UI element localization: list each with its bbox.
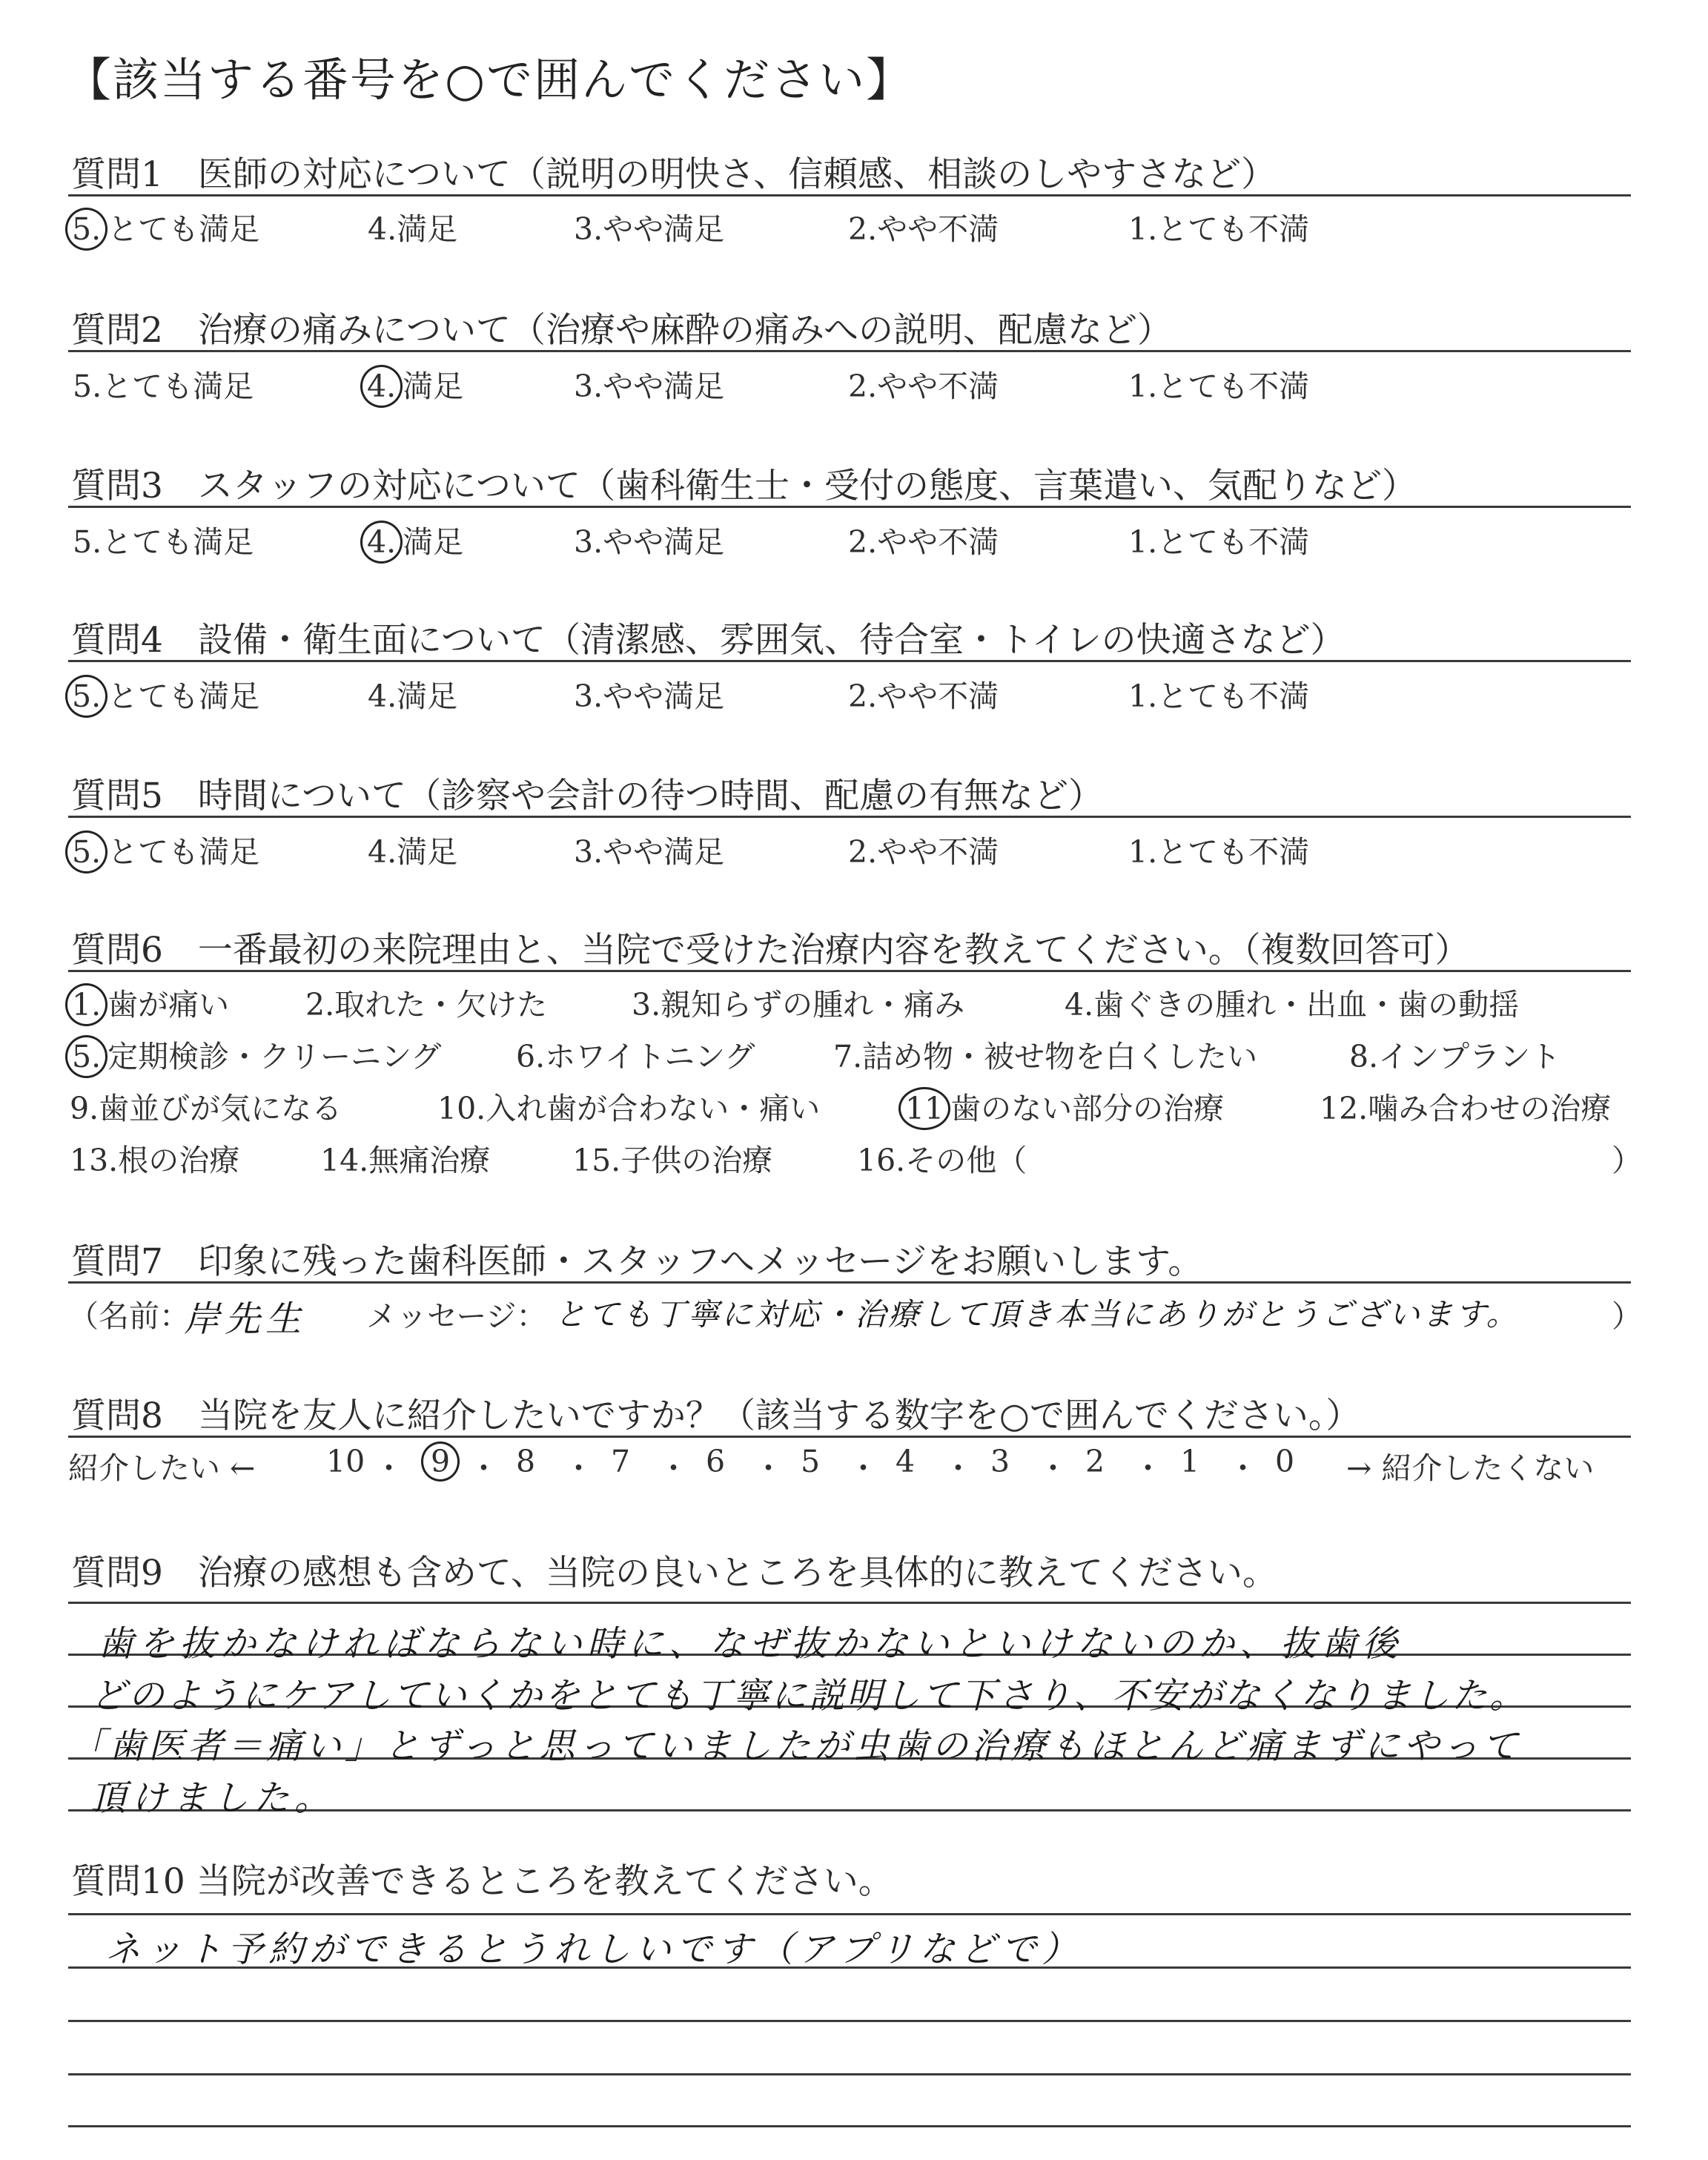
q4-option-label: やや満足	[603, 678, 725, 714]
q2-option-label: やや満足	[603, 369, 725, 404]
q8-separator: ・	[753, 1450, 784, 1486]
q6-option-4[interactable]	[1065, 980, 1519, 1024]
q2-option-number: 3.	[574, 369, 603, 404]
q1-option-4[interactable]	[848, 205, 999, 248]
q4-option-1[interactable]	[73, 672, 259, 718]
q5-rule	[68, 816, 1631, 818]
q8-scale-value: 8	[516, 1444, 536, 1479]
q6-option-number: 9.	[70, 1091, 99, 1126]
q8-scale-value: 10	[326, 1444, 365, 1479]
q4-title: 質問4 設備・衛生面について（清潔感、雰囲気、待合室・トイレの快適さなど）	[71, 620, 1345, 661]
q10-rule-5	[68, 2125, 1631, 2127]
q8-separator: ・	[1133, 1450, 1163, 1486]
q8-scale-7[interactable]	[611, 1444, 630, 1479]
q6-option-number: 3.	[632, 987, 661, 1023]
q4-option-number: 2.	[848, 678, 878, 714]
q5-option-4[interactable]	[848, 828, 999, 871]
q6-option-label: ホワイトニング	[545, 1039, 755, 1074]
q6-option-label: 取れた・欠けた	[334, 987, 548, 1023]
q3-option-label: やや満足	[603, 524, 725, 560]
q4-option-4[interactable]	[848, 672, 999, 716]
q4-option-number: 1.	[1128, 678, 1158, 714]
q8-separator: ・	[848, 1450, 878, 1486]
q9-answer-line-1: 歯を抜かなければならない時に、なぜ抜かないといけないのか、抜歯後	[98, 1623, 1403, 1665]
q2-option-2[interactable]	[368, 362, 463, 408]
q6-option-6[interactable]	[516, 1032, 755, 1076]
q8-scale-value: 0	[1275, 1444, 1295, 1479]
q4-option-5[interactable]	[1128, 672, 1309, 716]
q6-option-15[interactable]	[572, 1136, 772, 1180]
q1-option-5[interactable]	[1128, 205, 1309, 248]
q5-option-label: やや不満	[877, 834, 999, 870]
q6-option-number: 5.	[65, 1035, 107, 1078]
q8-scale-value: 4	[896, 1444, 916, 1479]
q8-separator: ・	[1038, 1450, 1068, 1486]
q6-option-number: 12.	[1320, 1091, 1368, 1126]
q8-scale-8[interactable]	[516, 1444, 535, 1479]
q3-option-2[interactable]	[368, 518, 463, 564]
q7-name-label: （名前：	[68, 1298, 190, 1334]
q3-option-number: 5.	[73, 524, 102, 560]
q6-option-label: 歯が痛い	[107, 987, 230, 1023]
q8-scale-value: 5	[801, 1444, 821, 1479]
q5-option-2[interactable]	[368, 828, 457, 871]
q3-option-label: 満足	[403, 524, 464, 560]
q7-message-label: メッセージ：	[366, 1298, 547, 1334]
q6-option-number: 8.	[1349, 1039, 1379, 1074]
q5-option-label: とても不満	[1157, 834, 1310, 870]
q6-option-number: 7.	[833, 1039, 863, 1074]
q4-option-number: 4.	[368, 678, 397, 714]
q6-option-1[interactable]	[73, 980, 229, 1026]
q2-option-4[interactable]	[848, 362, 999, 406]
q5-option-5[interactable]	[1128, 828, 1309, 871]
q7-title: 質問7 印象に残った歯科医師・スタッフへメッセージをお願いします。	[71, 1241, 1203, 1282]
q8-rule	[68, 1436, 1631, 1438]
q1-option-number: 5.	[65, 208, 107, 251]
q8-separator: ・	[469, 1450, 499, 1486]
q5-option-label: やや満足	[603, 834, 725, 870]
q8-right-label: → 紹介したくない	[1346, 1450, 1595, 1486]
q2-option-number: 5.	[73, 369, 102, 404]
q8-scale-value: 2	[1085, 1444, 1105, 1479]
q3-option-number: 3.	[574, 524, 603, 560]
q1-option-label: とても不満	[1157, 211, 1310, 247]
q6-option-label: 噛み合わせの治療	[1368, 1091, 1612, 1126]
q5-option-label: 満足	[397, 834, 458, 870]
q3-option-label: やや不満	[877, 524, 999, 560]
q6-title: 質問6 一番最初の来院理由と、当院で受けた治療内容を教えてください。（複数回答可）	[71, 930, 1470, 971]
q1-option-label: 満足	[397, 211, 458, 247]
q3-option-label: とても満足	[102, 524, 254, 560]
q6-option-number: 13.	[70, 1143, 119, 1178]
q8-scale-value: 9	[421, 1441, 460, 1482]
q8-title: 質問8 当院を友人に紹介したいですか？（該当する数字を○で囲んでください。）	[71, 1396, 1361, 1436]
q1-option-label: やや不満	[877, 211, 999, 247]
q5-option-label: とても満足	[107, 834, 260, 870]
q6-option-12[interactable]	[1320, 1084, 1611, 1128]
q5-option-3[interactable]	[574, 828, 724, 871]
q3-option-1[interactable]	[73, 518, 254, 561]
q9-answer-line-2: どのようにケアしていくかをとても丁寧に説明して下さり、不安がなくなりました。	[90, 1675, 1528, 1717]
q9-title: 質問9 治療の感想も含めて、当院の良いところを具体的に教えてください。	[71, 1553, 1277, 1593]
q7-name-value: 岸先生	[184, 1298, 307, 1340]
q3-option-number: 4.	[360, 521, 403, 564]
q4-option-label: 満足	[397, 678, 458, 714]
q1-option-2[interactable]	[368, 205, 457, 248]
q8-scale-4[interactable]	[896, 1444, 915, 1479]
q2-option-label: とても不満	[1157, 369, 1310, 404]
q8-separator: ・	[658, 1450, 689, 1486]
q2-option-number: 1.	[1128, 369, 1158, 404]
q5-option-number: 1.	[1128, 834, 1158, 870]
q8-separator: ・	[1228, 1450, 1258, 1486]
q1-option-3[interactable]	[574, 205, 724, 248]
q6-option-7[interactable]	[833, 1032, 1257, 1076]
q2-rule	[68, 350, 1631, 352]
q8-scale-9[interactable]	[421, 1444, 460, 1479]
q8-scale-6[interactable]	[706, 1444, 725, 1479]
q6-option-9[interactable]	[70, 1084, 342, 1128]
q6-option-number: 11	[898, 1087, 950, 1130]
q2-option-number: 4.	[360, 365, 403, 408]
q1-option-number: 4.	[368, 211, 397, 247]
q10-answer-line-1: ネット予約ができるとうれしいです（アプリなどで）	[105, 1929, 1083, 1970]
q3-option-number: 1.	[1128, 524, 1158, 560]
q6-option-number: 6.	[516, 1039, 546, 1074]
q2-title: 質問2 治療の痛みについて（治療や麻酔の痛みへの説明、配慮など）	[71, 310, 1173, 351]
q6-option-label: 歯並びが気になる	[99, 1091, 342, 1126]
q6-option-label: 親知らずの腫れ・痛み	[661, 987, 965, 1023]
q6-option-number: 1.	[65, 983, 107, 1026]
q3-title: 質問3 スタッフの対応について（歯科衛生士・受付の態度、言葉遣い、気配りなど）	[71, 466, 1417, 506]
q8-scale-value: 3	[990, 1444, 1010, 1479]
q6-option-number: 16.	[857, 1143, 906, 1178]
q4-option-3[interactable]	[574, 672, 724, 716]
q8-left-label: 紹介したい ←	[68, 1450, 256, 1486]
q2-option-5[interactable]	[1128, 362, 1309, 406]
q2-option-label: やや不満	[877, 369, 999, 404]
q6-option-label: 子供の治療	[620, 1143, 773, 1178]
q6-option-label: 入れ歯が合わない・痛い	[486, 1091, 821, 1126]
q8-scale-3[interactable]	[990, 1444, 1010, 1479]
page-title: 【該当する番号を○で囲んでください】	[65, 53, 914, 107]
q6-option-number: 4.	[1065, 987, 1094, 1023]
q4-option-2[interactable]	[368, 672, 457, 716]
q6-option-label: 歯のない部分の治療	[950, 1091, 1225, 1126]
q6-option-label: 歯ぐきの腫れ・出血・歯の動揺	[1093, 987, 1520, 1023]
q5-option-number: 4.	[368, 834, 397, 870]
q8-separator: ・	[374, 1450, 404, 1486]
q6-close-paren: ）	[1612, 1143, 1642, 1178]
q10-rule-4	[68, 2073, 1631, 2075]
q6-rule	[68, 970, 1631, 972]
q10-title: 質問10 当院が改善できるところを教えてください。	[71, 1861, 893, 1902]
q2-option-label: 満足	[403, 369, 464, 404]
q2-option-3[interactable]	[574, 362, 724, 406]
q10-rule-3	[68, 2020, 1631, 2022]
q4-option-label: やや不満	[877, 678, 999, 714]
q1-option-number: 1.	[1128, 211, 1158, 247]
q5-option-number: 2.	[848, 834, 878, 870]
q6-option-label: 定期検診・クリーニング	[107, 1039, 442, 1074]
q2-option-label: とても満足	[102, 369, 254, 404]
q6-option-5[interactable]	[73, 1032, 441, 1078]
q6-option-8[interactable]	[1349, 1032, 1560, 1076]
q1-option-number: 3.	[574, 211, 603, 247]
q6-option-number: 15.	[572, 1143, 621, 1178]
q1-rule	[68, 194, 1631, 196]
q9-answer-line-4: 頂けました。	[90, 1777, 336, 1819]
q7-message-value: とても丁寧に対応・治療して頂き本当にありがとうございます。	[555, 1296, 1520, 1332]
q7-close-paren: ）	[1612, 1298, 1642, 1334]
q8-scale-value: 7	[611, 1444, 631, 1479]
q6-option-label: その他（	[905, 1143, 1027, 1178]
q6-option-13[interactable]	[70, 1136, 239, 1180]
q6-option-11[interactable]	[906, 1084, 1224, 1130]
q3-option-label: とても不満	[1157, 524, 1310, 560]
q4-option-label: とても満足	[107, 678, 260, 714]
q10-rule-1	[68, 1913, 1631, 1915]
q5-title: 質問5 時間について（診察や会計の待つ時間、配慮の有無など）	[71, 776, 1103, 816]
q3-option-3[interactable]	[574, 518, 724, 561]
q6-option-2[interactable]	[305, 980, 547, 1024]
q2-option-1[interactable]	[73, 362, 254, 406]
q1-title: 質問1 医師の対応について（説明の明快さ、信頼感、相談のしやすさなど）	[71, 154, 1277, 195]
q5-option-1[interactable]	[73, 828, 259, 873]
q2-option-number: 2.	[848, 369, 878, 404]
q4-option-number: 3.	[574, 678, 603, 714]
q6-option-16[interactable]	[857, 1136, 1027, 1180]
q6-option-label: 無痛治療	[368, 1143, 491, 1178]
q9-answer-line-3: 「歯医者＝痛い」とずっと思っていましたが虫歯の治療もほとんど痛まずにやって	[70, 1725, 1522, 1767]
q6-option-number: 10.	[437, 1091, 486, 1126]
q6-option-14[interactable]	[320, 1136, 490, 1180]
q8-scale-2[interactable]	[1085, 1444, 1105, 1479]
q6-option-label: インプラント	[1378, 1039, 1561, 1074]
q7-rule	[68, 1281, 1631, 1284]
q5-option-number: 3.	[574, 834, 603, 870]
q6-option-3[interactable]	[632, 980, 964, 1024]
q4-rule	[68, 660, 1631, 662]
q8-scale-value: 6	[706, 1444, 726, 1479]
q8-scale-0[interactable]	[1275, 1444, 1294, 1479]
q3-option-number: 2.	[848, 524, 878, 560]
q1-option-number: 2.	[848, 211, 878, 247]
q1-option-label: とても満足	[107, 211, 260, 247]
q6-option-10[interactable]	[437, 1084, 820, 1128]
q8-scale-10[interactable]	[326, 1444, 365, 1479]
q8-scale-1[interactable]	[1180, 1444, 1199, 1479]
q8-separator: ・	[943, 1450, 973, 1486]
q1-option-label: やや満足	[603, 211, 725, 247]
q6-option-number: 14.	[320, 1143, 369, 1178]
q5-option-number: 5.	[65, 830, 107, 873]
q9-rule-1	[68, 1602, 1631, 1604]
q6-option-label: 根の治療	[118, 1143, 240, 1178]
q4-option-number: 5.	[65, 675, 107, 718]
q8-scale-value: 1	[1180, 1444, 1200, 1479]
q8-separator: ・	[563, 1450, 594, 1486]
q6-option-label: 詰め物・被せ物を白くしたい	[862, 1039, 1258, 1074]
q3-option-5[interactable]	[1128, 518, 1309, 561]
q3-rule	[68, 506, 1631, 508]
q6-option-number: 2.	[305, 987, 335, 1023]
q1-option-1[interactable]	[73, 205, 259, 251]
q4-option-label: とても不満	[1157, 678, 1310, 714]
q8-scale-5[interactable]	[801, 1444, 820, 1479]
q3-option-4[interactable]	[848, 518, 999, 561]
